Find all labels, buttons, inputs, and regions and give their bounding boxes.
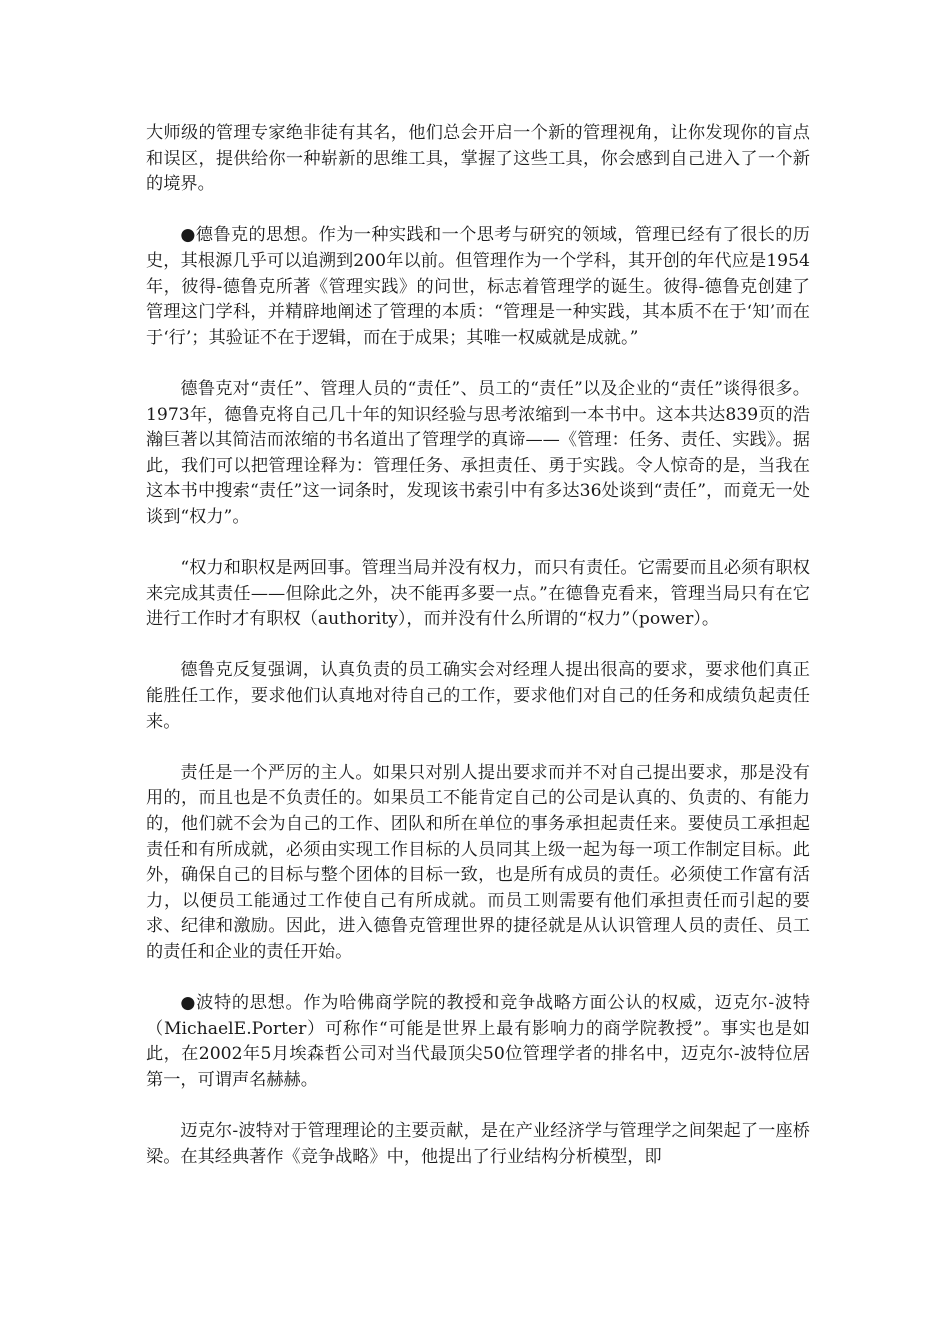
intro-paragraph: 大师级的管理专家绝非徒有其名，他们总会开启一个新的管理视角，让你发现你的盲点和误区，提供给你一种崭新的思维工具，掌握了这些工具，你会感到自己进入了一个新的境界。 — [146, 123, 810, 195]
porter-thought-paragraph: ●波特的思想。作为哈佛商学院的教授和竞争战略方面公认的权威，迈克尔-波特（MichaelE.Porter）可称作“可能是世界上最有影响力的商学院教授”。事实也是如此，在2002年5月埃森哲公司对当代最顶尖50位管理学者的排名中，迈克尔-波特位居第一，可谓声名赫赫。 — [146, 993, 810, 1090]
drucker-thought-paragraph: ●德鲁克的思想。作为一种实践和一个思考与研究的领域，管理已经有了很长的历史，其根源几乎可以追溯到200年以前。但管理作为一个学科，其开创的年代应是1954年，彼得-德鲁克所著《管理实践》的问世，标志着管理学的诞生。彼得-德鲁克创建了管理这门学科，并精辟地阐述了管理的本质：“管理是一种实践，其本质不在于‘知’而在于‘行’；其验证不在于逻辑，而在于成果；其唯一权威就是成就。” — [146, 225, 810, 348]
document-body — [146, 121, 810, 1196]
porter-contribution-paragraph: 迈克尔-波特对于管理理论的主要贡献，是在产业经济学与管理学之间架起了一座桥梁。在其经典著作《竞争战略》中，他提出了行业结构分析模型，即 — [146, 1121, 810, 1167]
drucker-responsibility-paragraph: 德鲁克对“责任”、管理人员的“责任”、员工的“责任”以及企业的“责任”谈得很多。1973年，德鲁克将自己几十年的知识经验与思考浓缩到一本书中。这本共达839页的浩瀚巨著以其简洁而浓缩的书名道出了管理学的真谛——《管理：任务、责任、实践》。据此，我们可以把管理诠释为：管理任务、承担责任、勇于实践。令人惊奇的是，当我在这本书中搜索“责任”这一词条时，发现该书索引中有多达36处谈到“责任”，而竟无一处谈到“权力”。 — [146, 378, 810, 527]
drucker-employee-paragraph: 德鲁克反复强调，认真负责的员工确实会对经理人提出很高的要求，要求他们真正能胜任工作，要求他们认真地对待自己的工作，要求他们对自己的任务和成绩负起责任来。 — [146, 660, 810, 732]
responsibility-master-paragraph: 责任是一个严厉的主人。如果只对别人提出要求而并不对自己提出要求，那是没有用的，而且也是不负责任的。如果员工不能肯定自己的公司是认真的、负责的、有能力的，他们就不会为自己的工作、团队和所在单位的事务承担起责任来。要使员工承担起责任和有所成就，必须由实现工作目标的人员同其上级一起为每一项工作制定目标。此外，确保自己的目标与整个团体的目标一致，也是所有成员的责任。必须使工作富有活力，以便员工能通过工作使自己有所成就。而员工则需要有他们承担责任而引起的要求、纪律和激励。因此，进入德鲁克管理世界的捷径就是从认识管理人员的责任、员工的责任和企业的责任开始。 — [146, 762, 810, 962]
power-authority-quote-paragraph: “权力和职权是两回事。管理当局并没有权力，而只有责任。它需要而且必须有职权来完成其责任——但除此之外，决不能再多要一点。”在德鲁克看来，管理当局只有在它进行工作时才有职权（authority），而并没有什么所谓的“权力”（power）。 — [146, 558, 810, 630]
